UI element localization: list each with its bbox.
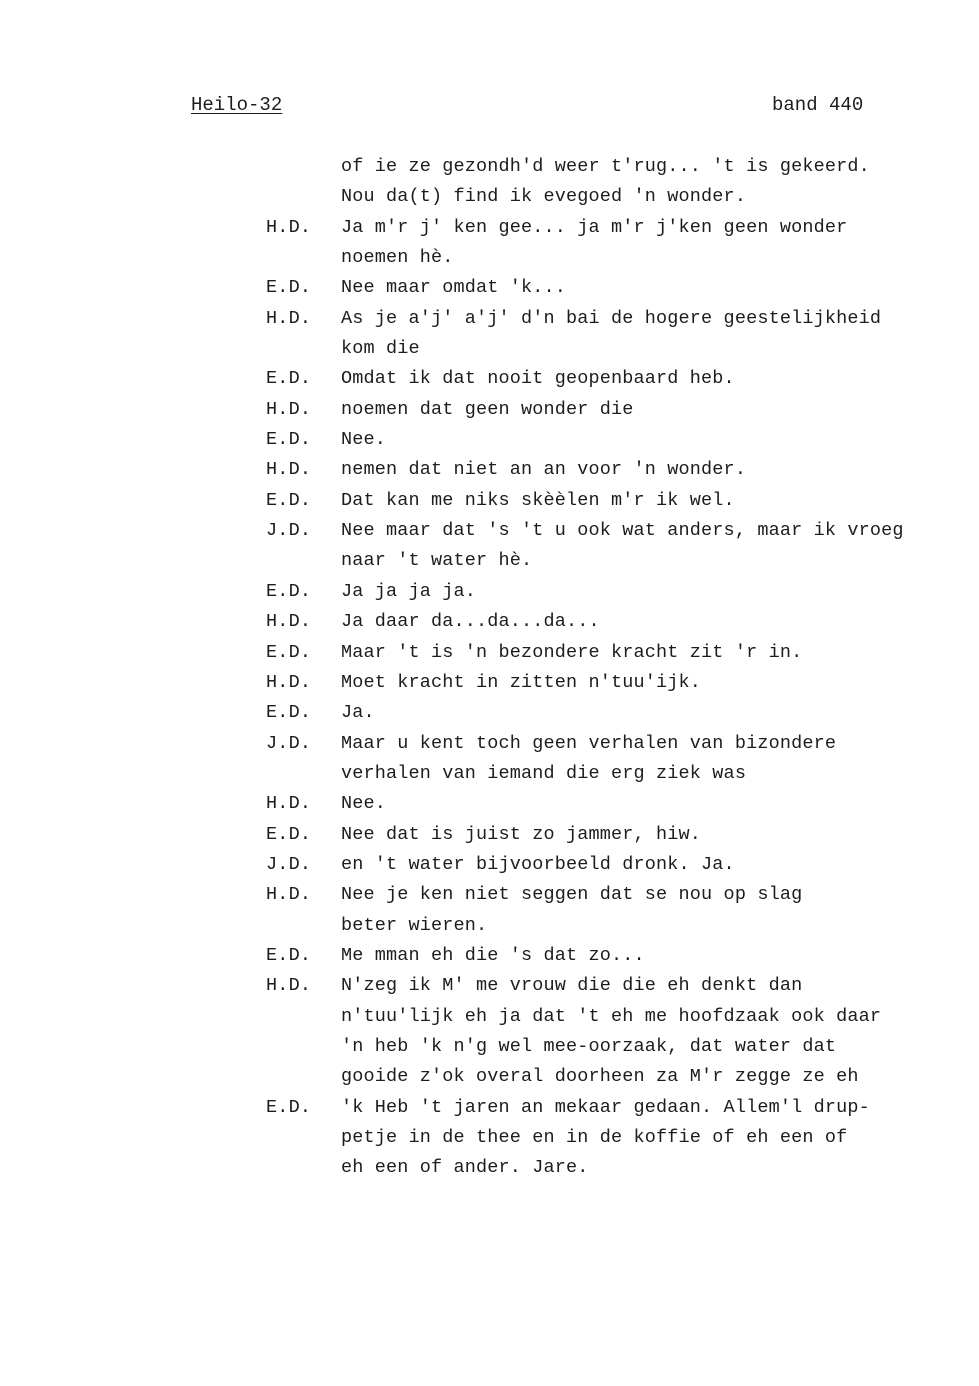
utterance-text: verhalen van iemand die erg ziek was	[341, 762, 747, 784]
transcript-line	[0, 1097, 979, 1127]
speaker-label: H.D.	[266, 398, 312, 420]
utterance-text: Nee je ken niet seggen dat se nou op slag	[341, 884, 803, 906]
utterance-text: Me mman eh die 's dat zo...	[341, 944, 645, 966]
transcript-line	[0, 429, 979, 459]
speaker-label: H.D.	[266, 975, 312, 997]
transcript-line	[0, 550, 979, 580]
transcript-line	[0, 1127, 979, 1157]
transcript-line	[0, 945, 979, 975]
transcript-line	[0, 793, 979, 823]
utterance-text: Dat kan me niks skèèlen m'r ik wel.	[341, 489, 735, 511]
utterance-text: n'tuu'lijk eh ja dat 't eh me hoofdzaak ook daar	[341, 1005, 882, 1027]
utterance-text: As je a'j' a'j' d'n bai de hogere geestelijkheid	[341, 307, 882, 329]
utterance-text: Ja m'r j' ken gee... ja m'r j'ken geen wonder	[341, 216, 848, 238]
utterance-text: Nou da(t) find ik evegoed 'n wonder.	[341, 186, 747, 208]
transcript-line	[0, 854, 979, 884]
speaker-label: J.D.	[266, 520, 312, 542]
transcript-line	[0, 1157, 979, 1187]
transcript-line	[0, 368, 979, 398]
tape-label: band 440	[772, 94, 864, 116]
utterance-text: N'zeg ik M' me vrouw die die eh denkt dan	[341, 975, 803, 997]
transcript-line	[0, 247, 979, 277]
utterance-text: Maar u kent toch geen verhalen van bizondere	[341, 732, 837, 754]
utterance-text: en 't water bijvoorbeeld dronk. Ja.	[341, 853, 735, 875]
speaker-label: E.D.	[266, 489, 312, 511]
transcript-line	[0, 611, 979, 641]
utterance-text: Nee.	[341, 429, 387, 451]
speaker-label: H.D.	[266, 671, 312, 693]
transcript-line	[0, 308, 979, 338]
utterance-text: noemen dat geen wonder die	[341, 398, 634, 420]
utterance-text: 'n heb 'k n'g wel mee-oorzaak, dat water dat	[341, 1035, 837, 1057]
utterance-text: Nee.	[341, 793, 387, 815]
speaker-label: E.D.	[266, 1096, 312, 1118]
utterance-text: nemen dat niet an an voor 'n wonder.	[341, 459, 747, 481]
transcript-line	[0, 824, 979, 854]
utterance-text: noemen hè.	[341, 247, 454, 269]
speaker-label: J.D.	[266, 853, 312, 875]
transcript-line	[0, 217, 979, 247]
utterance-text: Ja daar da...da...da...	[341, 611, 600, 633]
speaker-label: E.D.	[266, 641, 312, 663]
transcript-line	[0, 1036, 979, 1066]
utterance-text: Ja ja ja ja.	[341, 580, 477, 602]
utterance-text: beter wieren.	[341, 914, 488, 936]
transcript-line	[0, 975, 979, 1005]
transcript-line	[0, 672, 979, 702]
utterance-text: eh een of ander. Jare.	[341, 1157, 589, 1179]
speaker-label: E.D.	[266, 944, 312, 966]
utterance-text: gooide z'ok overal doorheen za M'r zegge ze eh	[341, 1066, 859, 1088]
utterance-text: Moet kracht in zitten n'tuu'ijk.	[341, 671, 702, 693]
speaker-label: J.D.	[266, 732, 312, 754]
transcript-line	[0, 277, 979, 307]
transcript-line	[0, 186, 979, 216]
speaker-label: H.D.	[266, 884, 312, 906]
transcript-line	[0, 1006, 979, 1036]
speaker-label: E.D.	[266, 429, 312, 451]
transcript-line	[0, 338, 979, 368]
utterance-text: Ja.	[341, 702, 375, 724]
speaker-label: E.D.	[266, 823, 312, 845]
transcript-line	[0, 156, 979, 186]
transcript-line	[0, 733, 979, 763]
transcript-line	[0, 915, 979, 945]
transcript-line	[0, 642, 979, 672]
transcript-line	[0, 702, 979, 732]
utterance-text: 'k Heb 't jaren an mekaar gedaan. Allem'l drup-	[341, 1096, 870, 1118]
speaker-label: E.D.	[266, 702, 312, 724]
speaker-label: H.D.	[266, 216, 312, 238]
utterance-text: Nee maar omdat 'k...	[341, 277, 567, 299]
utterance-text: petje in de thee en in de koffie of eh een of	[341, 1127, 848, 1148]
speaker-label: E.D.	[266, 580, 312, 602]
transcript-line	[0, 490, 979, 520]
transcript-line	[0, 581, 979, 611]
utterance-text: naar 't water hè.	[341, 550, 533, 572]
utterance-text: Maar 't is 'n bezondere kracht zit 'r in.	[341, 641, 803, 663]
transcript-line	[0, 763, 979, 793]
transcript-line	[0, 399, 979, 429]
utterance-text: of ie ze gezondh'd weer t'rug... 't is gekeerd.	[341, 156, 870, 177]
utterance-text: Omdat ik dat nooit geopenbaard heb.	[341, 368, 735, 390]
file-label: Heilo-32	[191, 94, 283, 116]
transcript-line	[0, 884, 979, 914]
speaker-label: E.D.	[266, 368, 312, 390]
transcript-body	[0, 156, 979, 1188]
speaker-label: H.D.	[266, 459, 312, 481]
speaker-label: H.D.	[266, 793, 312, 815]
utterance-text: Nee dat is juist zo jammer, hiw.	[341, 823, 702, 845]
transcript-line	[0, 520, 979, 550]
transcript-line	[0, 1066, 979, 1096]
speaker-label: E.D.	[266, 277, 312, 299]
transcript-line	[0, 459, 979, 489]
speaker-label: H.D.	[266, 611, 312, 633]
speaker-label: H.D.	[266, 307, 312, 329]
utterance-text: Nee maar dat 's 't u ook wat anders, maar ik vroeg	[341, 520, 904, 542]
utterance-text: kom die	[341, 338, 420, 360]
